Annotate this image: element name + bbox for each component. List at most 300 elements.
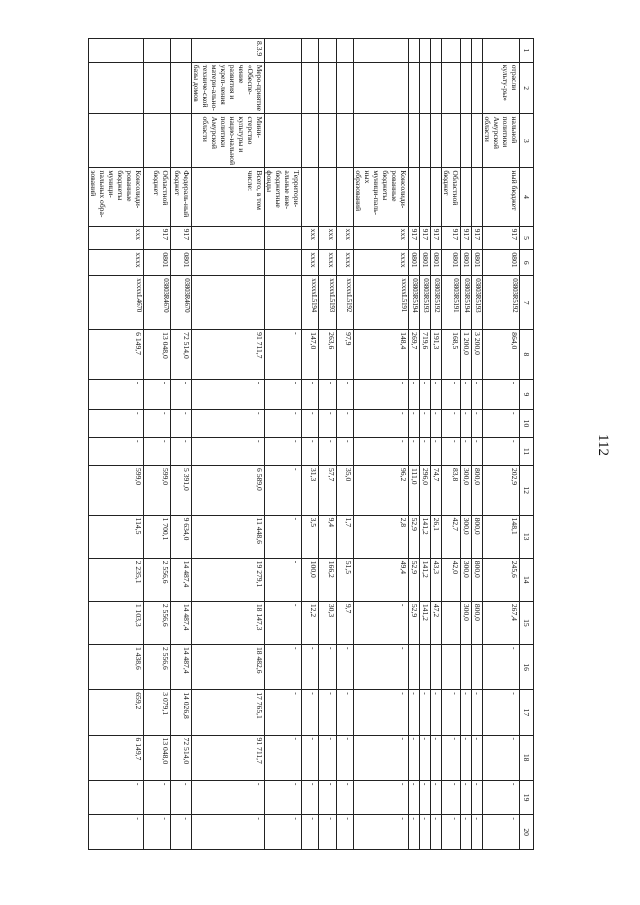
table-cell-col-20: - — [431, 815, 442, 850]
table-cell-col-9: - — [144, 379, 171, 409]
table-cell-col-7 — [192, 276, 265, 330]
table-cell-col-1 — [89, 39, 144, 63]
table-cell-col-13: 114,5 — [89, 515, 144, 558]
table-cell-col-16: - — [319, 644, 337, 689]
table-cell-col-8: - — [265, 330, 302, 380]
table-row — [431, 39, 442, 850]
table-cell-col-6: 0801 — [472, 250, 483, 276]
table-cell-col-15: - — [265, 601, 302, 644]
table-cell-col-14: 42,0 — [442, 558, 461, 601]
table-cell-col-19: - — [442, 780, 461, 815]
table-cell-col-2 — [472, 62, 483, 114]
table-cell-col-7: xxxxxL5191 — [354, 276, 409, 330]
table-cell-col-8: 148,4 — [354, 330, 409, 380]
table-cell-col-12: 35,0 — [337, 466, 354, 516]
table-cell-col-19: - — [171, 780, 192, 815]
column-number-row — [520, 39, 534, 850]
table-cell-col-13: 800,0 — [472, 515, 483, 558]
table-cell-col-11: - — [461, 437, 472, 465]
table-cell-col-3 — [89, 114, 144, 168]
table-cell-col-14: 49,4 — [354, 558, 409, 601]
table-cell-col-18: 91 711,7 — [192, 735, 265, 780]
table-cell-col-12: 202,9 — [483, 466, 520, 516]
rotated-table-area — [89, 38, 534, 850]
table-cell-col-15: 800,0 — [472, 601, 483, 644]
table-cell-col-7: 03803R5192 — [483, 276, 520, 330]
table-cell-col-16: 2 556,6 — [144, 644, 171, 689]
table-cell-col-6: xxxx — [302, 250, 319, 276]
table-cell-col-19: - — [461, 780, 472, 815]
table-cell-col-17: - — [472, 690, 483, 735]
table-cell-col-15: 300,0 — [461, 601, 472, 644]
table-cell-col-8: 3 200,0 — [472, 330, 483, 380]
table-cell-col-9: - — [409, 379, 420, 409]
table-cell-col-8: 91 711,7 — [192, 330, 265, 380]
table-cell-col-8: 72 514,0 — [171, 330, 192, 380]
table-cell-col-4: ный бюджет — [483, 168, 520, 226]
table-cell-col-15: 9,7 — [337, 601, 354, 644]
table-cell-col-6: xxxx — [89, 250, 144, 276]
table-cell-col-17: 17 765,1 — [192, 690, 265, 735]
table-cell-col-11: - — [409, 437, 420, 465]
col-num: 15 — [520, 601, 534, 644]
table-cell-col-18: - — [302, 735, 319, 780]
table-cell-col-19: - — [420, 780, 431, 815]
table-cell-col-5: xxx — [302, 226, 319, 250]
page-number: 112 — [595, 434, 611, 456]
table-cell-col-5 — [265, 226, 302, 250]
table-cell-col-18: - — [472, 735, 483, 780]
table-cell-col-5: 917 — [409, 226, 420, 250]
table-row — [89, 39, 144, 850]
table-cell-col-4 — [461, 168, 472, 226]
col-num: 20 — [520, 815, 534, 850]
table-cell-col-10: - — [89, 409, 144, 437]
table-cell-col-14: - — [265, 558, 302, 601]
table-cell-col-12: - — [265, 466, 302, 516]
table-cell-col-5: xxx — [337, 226, 354, 250]
table-cell-col-3 — [409, 114, 420, 168]
table-cell-col-14: 141,2 — [420, 558, 431, 601]
table-cell-col-1 — [302, 39, 319, 63]
table-cell-col-6: 0801 — [442, 250, 461, 276]
table-cell-col-12: 57,7 — [319, 466, 337, 516]
table-cell-col-11: - — [420, 437, 431, 465]
table-cell-col-1 — [144, 39, 171, 63]
table-cell-col-6: 0801 — [420, 250, 431, 276]
table-cell-col-18: - — [265, 735, 302, 780]
table-cell-col-20: - — [265, 815, 302, 850]
table-cell-col-17: - — [420, 690, 431, 735]
table-cell-col-16 — [431, 644, 442, 689]
table-cell-col-7: 03803R5194 — [461, 276, 472, 330]
table-cell-col-5: 917 — [442, 226, 461, 250]
table-cell-col-16 — [409, 644, 420, 689]
table-cell-col-3: нальной политики Амурской области — [483, 114, 520, 168]
table-cell-col-13: 3,5 — [302, 515, 319, 558]
col-num: 8 — [520, 330, 534, 380]
table-cell-col-7: 03803R5193 — [472, 276, 483, 330]
col-num: 11 — [520, 437, 534, 465]
table-row — [265, 39, 302, 850]
table-cell-col-9: - — [265, 379, 302, 409]
table-cell-col-4: Консолиди-рованные бюджеты муници-пальных обра-зований — [89, 168, 144, 226]
table-cell-col-1 — [337, 39, 354, 63]
table-cell-col-2 — [431, 62, 442, 114]
table-row — [472, 39, 483, 850]
table-cell-col-14: 51,5 — [337, 558, 354, 601]
table-row — [302, 39, 319, 850]
table-cell-col-15 — [442, 601, 461, 644]
table-cell-col-15: 12,2 — [302, 601, 319, 644]
table-cell-col-7 — [265, 276, 302, 330]
table-cell-col-18: - — [483, 735, 520, 780]
table-cell-col-10: - — [265, 409, 302, 437]
table-cell-col-13: 52,9 — [409, 515, 420, 558]
table-cell-col-8: 864,0 — [483, 330, 520, 380]
table-cell-col-4: Областной бюджет — [442, 168, 461, 226]
table-cell-col-5: 917 — [420, 226, 431, 250]
table-cell-col-2 — [420, 62, 431, 114]
table-cell-col-17: - — [302, 690, 319, 735]
table-cell-col-16: 14 487,4 — [171, 644, 192, 689]
table-cell-col-2 — [442, 62, 461, 114]
table-cell-col-4: Консолиди-рованные бюджеты муници-паль-ных образований — [354, 168, 409, 226]
table-cell-col-12: 83,8 — [442, 466, 461, 516]
table-cell-col-9: - — [442, 379, 461, 409]
table-cell-col-3: Мини-стерство культуры и нацио-нальной политики Амурской области — [192, 114, 265, 168]
table-cell-col-7: xxxxxL5194 — [302, 276, 319, 330]
table-cell-col-14: 100,0 — [302, 558, 319, 601]
table-cell-col-19: - — [431, 780, 442, 815]
table-cell-col-20: - — [461, 815, 472, 850]
table-cell-col-1 — [319, 39, 337, 63]
col-num: 5 — [520, 226, 534, 250]
table-cell-col-9: - — [354, 379, 409, 409]
col-num: 4 — [520, 168, 534, 226]
table-cell-col-8: 147,0 — [302, 330, 319, 380]
table-cell-col-11: - — [89, 437, 144, 465]
table-cell-col-10: - — [409, 409, 420, 437]
table-cell-col-16: 1 438,6 — [89, 644, 144, 689]
table-cell-col-3 — [302, 114, 319, 168]
table-cell-col-10: - — [472, 409, 483, 437]
table-cell-col-14: 2 235,1 — [89, 558, 144, 601]
table-cell-col-12: 111,0 — [409, 466, 420, 516]
table-cell-col-13: 42,7 — [442, 515, 461, 558]
table-cell-col-20: - — [483, 815, 520, 850]
table-cell-col-19: - — [319, 780, 337, 815]
table-cell-col-10: - — [144, 409, 171, 437]
table-cell-col-16 — [472, 644, 483, 689]
table-cell-col-12: 300,0 — [461, 466, 472, 516]
table-cell-col-3 — [472, 114, 483, 168]
table-cell-col-17: - — [483, 690, 520, 735]
table-cell-col-19: - — [337, 780, 354, 815]
table-cell-col-4 — [409, 168, 420, 226]
table-cell-col-3 — [144, 114, 171, 168]
table-cell-col-2 — [144, 62, 171, 114]
table-cell-col-1 — [442, 39, 461, 63]
table-cell-col-20: - — [409, 815, 420, 850]
table-cell-col-10: - — [420, 409, 431, 437]
table-cell-col-19: - — [483, 780, 520, 815]
table-cell-col-7: xxxxxL4670 — [89, 276, 144, 330]
table-cell-col-11: - — [442, 437, 461, 465]
table-cell-col-19: - — [472, 780, 483, 815]
table-cell-col-7: xxxxxL5192 — [337, 276, 354, 330]
table-cell-col-8: 269,7 — [409, 330, 420, 380]
table-row — [171, 39, 192, 850]
table-cell-col-2 — [171, 62, 192, 114]
table-cell-col-11: - — [483, 437, 520, 465]
table-cell-col-7: 03803R5193 — [420, 276, 431, 330]
table-cell-col-5: 917 — [483, 226, 520, 250]
table-cell-col-12: 96,2 — [354, 466, 409, 516]
table-cell-col-6: 0801 — [409, 250, 420, 276]
table-cell-col-4 — [302, 168, 319, 226]
table-cell-col-15: 47,2 — [431, 601, 442, 644]
table-cell-col-13: 11 448,6 — [192, 515, 265, 558]
table-cell-col-18: - — [337, 735, 354, 780]
table-cell-col-5: xxx — [319, 226, 337, 250]
table-cell-col-20: - — [420, 815, 431, 850]
table-cell-col-3 — [461, 114, 472, 168]
table-cell-col-20: - — [354, 815, 409, 850]
table-cell-col-14: 245,6 — [483, 558, 520, 601]
table-cell-col-6 — [265, 250, 302, 276]
table-cell-col-2: отрасли культу-ры» — [483, 62, 520, 114]
table-cell-col-19: - — [192, 780, 265, 815]
table-cell-col-17: 3 079,1 — [144, 690, 171, 735]
table-cell-col-17: - — [319, 690, 337, 735]
col-num: 12 — [520, 466, 534, 516]
table-cell-col-15: 14 487,4 — [171, 601, 192, 644]
table-cell-col-2 — [409, 62, 420, 114]
table-cell-col-9: - — [302, 379, 319, 409]
table-cell-col-12: 6 589,0 — [192, 466, 265, 516]
table-cell-col-11: - — [319, 437, 337, 465]
table-row — [442, 39, 461, 850]
table-cell-col-15: 18 147,3 — [192, 601, 265, 644]
table-cell-col-3 — [442, 114, 461, 168]
table-cell-col-6: xxxx — [354, 250, 409, 276]
budget-table — [88, 38, 534, 850]
table-cell-col-6: 0801 — [171, 250, 192, 276]
table-cell-col-17: - — [409, 690, 420, 735]
table-cell-col-18: - — [319, 735, 337, 780]
table-cell-col-20: - — [144, 815, 171, 850]
table-cell-col-5: 917 — [171, 226, 192, 250]
table-cell-col-9: - — [319, 379, 337, 409]
table-cell-col-3 — [337, 114, 354, 168]
table-cell-col-11: - — [302, 437, 319, 465]
table-cell-col-11: - — [265, 437, 302, 465]
table-cell-col-1 — [431, 39, 442, 63]
table-cell-col-4 — [319, 168, 337, 226]
table-cell-col-10: - — [461, 409, 472, 437]
table-cell-col-16 — [420, 644, 431, 689]
table-cell-col-7: xxxxxL5193 — [319, 276, 337, 330]
table-cell-col-4: Всего, в том числе: — [192, 168, 265, 226]
table-cell-col-4: Территори-альные вне-бюджетные фонды — [265, 168, 302, 226]
table-cell-col-13: 148,1 — [483, 515, 520, 558]
table-cell-col-9: - — [420, 379, 431, 409]
table-cell-col-1: 8.3.9 — [192, 39, 265, 63]
table-cell-col-10: - — [337, 409, 354, 437]
table-cell-col-4 — [337, 168, 354, 226]
table-cell-col-10: - — [192, 409, 265, 437]
table-cell-col-6: 0801 — [144, 250, 171, 276]
table-cell-col-17: 659,2 — [89, 690, 144, 735]
table-cell-col-7: 03803R5191 — [442, 276, 461, 330]
table-cell-col-6: 0801 — [483, 250, 520, 276]
table-cell-col-3 — [319, 114, 337, 168]
col-num: 10 — [520, 409, 534, 437]
table-cell-col-16: - — [483, 644, 520, 689]
table-cell-col-20: - — [319, 815, 337, 850]
table-cell-col-5: 917 — [461, 226, 472, 250]
table-cell-col-3 — [265, 114, 302, 168]
col-num: 7 — [520, 276, 534, 330]
table-cell-col-12: 31,3 — [302, 466, 319, 516]
table-cell-col-13: 300,0 — [461, 515, 472, 558]
table-cell-col-14: 19 279,1 — [192, 558, 265, 601]
table-cell-col-1 — [420, 39, 431, 63]
col-num: 13 — [520, 515, 534, 558]
table-cell-col-13: 9,4 — [319, 515, 337, 558]
table-cell-col-18: - — [442, 735, 461, 780]
table-cell-col-16 — [461, 644, 472, 689]
table-cell-col-9: - — [171, 379, 192, 409]
table-cell-col-6: xxxx — [319, 250, 337, 276]
table-row — [319, 39, 337, 850]
table-cell-col-17: - — [337, 690, 354, 735]
table-cell-col-13: 9 634,0 — [171, 515, 192, 558]
table-cell-col-17: - — [354, 690, 409, 735]
rotated-table-container — [89, 38, 534, 850]
table-cell-col-4: Областной бюджет — [144, 168, 171, 226]
table-cell-col-2 — [354, 62, 409, 114]
table-cell-col-17: 14 026,8 — [171, 690, 192, 735]
table-cell-col-13: 2,8 — [354, 515, 409, 558]
table-cell-col-3 — [431, 114, 442, 168]
table-cell-col-15: 52,9 — [409, 601, 420, 644]
table-cell-col-10: - — [302, 409, 319, 437]
table-cell-col-14: 166,2 — [319, 558, 337, 601]
table-cell-col-13: - — [265, 515, 302, 558]
table-cell-col-2 — [89, 62, 144, 114]
table-cell-col-4 — [472, 168, 483, 226]
col-num: 14 — [520, 558, 534, 601]
table-cell-col-18: 13 048,0 — [144, 735, 171, 780]
table-cell-col-12: 599,0 — [144, 466, 171, 516]
table-cell-col-8: 6 149,7 — [89, 330, 144, 380]
table-cell-col-8: 719,6 — [420, 330, 431, 380]
table-cell-col-15: 2 556,6 — [144, 601, 171, 644]
table-cell-col-20: - — [337, 815, 354, 850]
table-cell-col-10: - — [442, 409, 461, 437]
table-cell-col-2 — [265, 62, 302, 114]
table-cell-col-6: 0801 — [461, 250, 472, 276]
table-cell-col-10: - — [483, 409, 520, 437]
table-cell-col-3 — [354, 114, 409, 168]
table-cell-col-11: - — [354, 437, 409, 465]
table-cell-col-11: - — [144, 437, 171, 465]
table-cell-col-16: - — [302, 644, 319, 689]
table-cell-col-1 — [472, 39, 483, 63]
table-cell-col-19: - — [302, 780, 319, 815]
table-cell-col-19: - — [265, 780, 302, 815]
table-cell-col-9: - — [89, 379, 144, 409]
col-num: 2 — [520, 62, 534, 114]
table-cell-col-8: 97,9 — [337, 330, 354, 380]
table-row — [192, 39, 265, 850]
table-cell-col-2 — [319, 62, 337, 114]
table-cell-col-14: 2 556,6 — [144, 558, 171, 601]
table-cell-col-17: - — [461, 690, 472, 735]
table-cell-col-18: - — [461, 735, 472, 780]
table-cell-col-15: 1 103,3 — [89, 601, 144, 644]
table-cell-col-13: 26,1 — [431, 515, 442, 558]
table-cell-col-11: - — [192, 437, 265, 465]
table-cell-col-1 — [171, 39, 192, 63]
table-cell-col-13: 1 700,1 — [144, 515, 171, 558]
table-cell-col-19: - — [409, 780, 420, 815]
table-cell-col-11: - — [337, 437, 354, 465]
table-cell-col-17: - — [431, 690, 442, 735]
table-cell-col-10: - — [431, 409, 442, 437]
table-cell-col-1 — [409, 39, 420, 63]
table-cell-col-9: - — [431, 379, 442, 409]
table-cell-col-20: - — [442, 815, 461, 850]
table-cell-col-17: - — [265, 690, 302, 735]
table-cell-col-9: - — [461, 379, 472, 409]
table-cell-col-18: 72 514,0 — [171, 735, 192, 780]
col-num: 9 — [520, 379, 534, 409]
table-cell-col-10: - — [319, 409, 337, 437]
table-cell-col-4: Федераль-ный бюджет — [171, 168, 192, 226]
table-cell-col-20: - — [192, 815, 265, 850]
table-row — [409, 39, 420, 850]
table-cell-col-16: - — [337, 644, 354, 689]
table-cell-col-8: 263,6 — [319, 330, 337, 380]
col-num: 1 — [520, 39, 534, 63]
table-cell-col-16: 18 482,6 — [192, 644, 265, 689]
table-row — [354, 39, 409, 850]
table-cell-col-12: 800,0 — [472, 466, 483, 516]
col-num: 18 — [520, 735, 534, 780]
table-cell-col-14: 52,9 — [409, 558, 420, 601]
table-cell-col-5: 917 — [472, 226, 483, 250]
table-cell-col-12: 599,0 — [89, 466, 144, 516]
table-cell-col-3 — [171, 114, 192, 168]
table-cell-col-7: 03803R4670 — [171, 276, 192, 330]
table-cell-col-18: - — [431, 735, 442, 780]
table-cell-col-9: - — [472, 379, 483, 409]
table-cell-col-8: 1 200,0 — [461, 330, 472, 380]
table-cell-col-5: xxx — [89, 226, 144, 250]
col-num: 3 — [520, 114, 534, 168]
table-cell-col-18: 6 149,7 — [89, 735, 144, 780]
table-cell-col-9: - — [483, 379, 520, 409]
table-row — [483, 39, 520, 850]
table-cell-col-8: 191,3 — [431, 330, 442, 380]
table-cell-col-14: 800,0 — [472, 558, 483, 601]
table-cell-col-11: - — [472, 437, 483, 465]
table-cell-col-14: 43,3 — [431, 558, 442, 601]
table-cell-col-19: - — [89, 780, 144, 815]
